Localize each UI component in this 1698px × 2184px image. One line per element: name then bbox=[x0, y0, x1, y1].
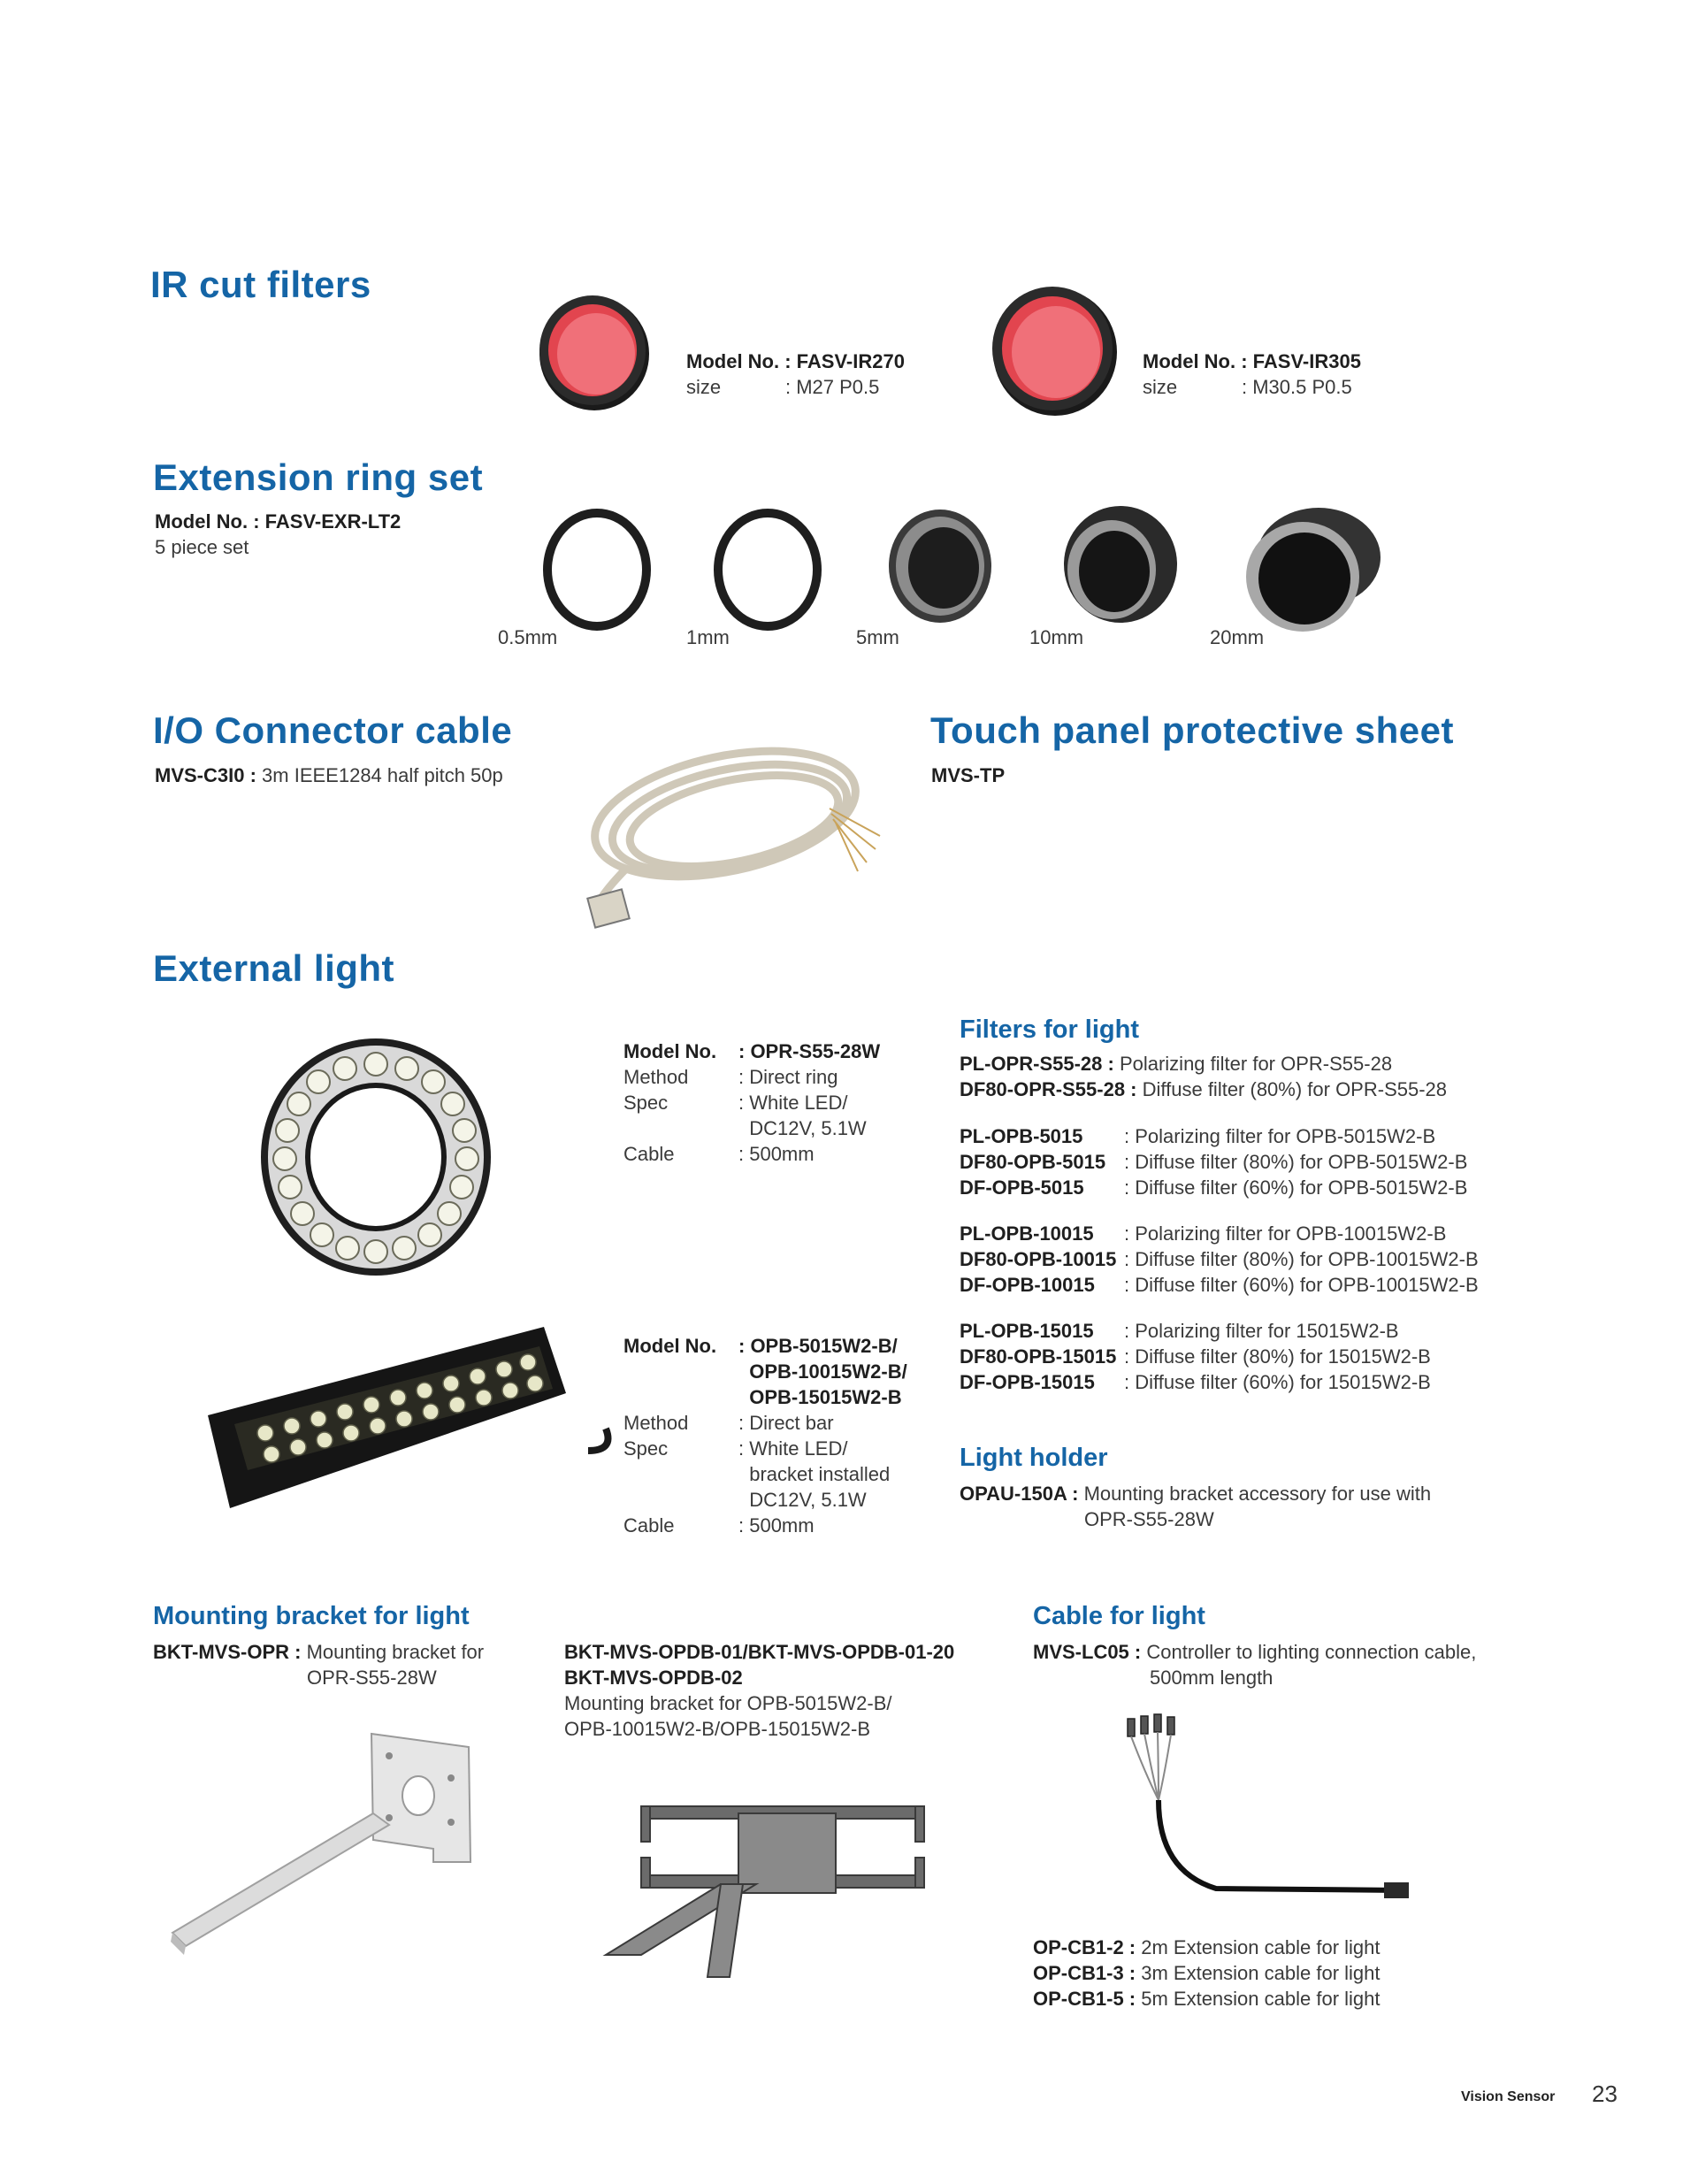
ext-cable-desc: 3m Extension cable for light bbox=[1136, 1962, 1381, 1984]
ext-cable-code: OP-CB1-5 : bbox=[1033, 1988, 1136, 2010]
filter-code: PL-OPB-5015 bbox=[960, 1125, 1083, 1147]
filter-code: DF80-OPB-15015 bbox=[960, 1345, 1117, 1368]
bar-light-image bbox=[199, 1309, 588, 1530]
mounting-bracket-code: BKT-MVS-OPR : bbox=[153, 1641, 302, 1663]
ring-spec-row bbox=[623, 1141, 880, 1167]
ring-spec-key bbox=[623, 1115, 738, 1141]
bar-spec-key bbox=[623, 1359, 738, 1384]
filters-for-light-title: Filters for light bbox=[960, 1015, 1139, 1044]
ring-light-spec bbox=[623, 1038, 880, 1167]
ext-cable-desc: 5m Extension cable for light bbox=[1136, 1988, 1381, 2010]
filter-code: PL-OPR-S55-28 : bbox=[960, 1053, 1114, 1075]
ir-filter-image-1 bbox=[531, 290, 654, 414]
filter-desc: : Diffuse filter (60%) for 15015W2-B bbox=[1124, 1371, 1431, 1393]
filter-row bbox=[960, 1369, 1431, 1395]
ir-filter-2-size-value: : M30.5 P0.5 bbox=[1242, 376, 1352, 398]
ring-spec-row bbox=[623, 1038, 880, 1064]
extension-ring-model: Model No. : FASV-EXR-LT2 bbox=[155, 510, 402, 533]
filter-code: DF-OPB-15015 bbox=[960, 1371, 1095, 1393]
opdb-bracket-desc-2: OPB-10015W2-B/OPB-15015W2-B bbox=[564, 1718, 871, 1740]
io-cable-spec bbox=[155, 762, 503, 788]
mounting-bracket-desc-1: Mounting bracket for bbox=[301, 1641, 485, 1663]
ring-spec-row bbox=[623, 1090, 880, 1115]
filter-desc: Diffuse filter (80%) for OPR-S55-28 bbox=[1136, 1078, 1448, 1100]
bar-spec-value: : OPB-5015W2-B/ bbox=[738, 1335, 898, 1357]
ring-spec-row bbox=[623, 1064, 880, 1090]
io-cable-image bbox=[575, 717, 893, 933]
bar-spec-key: Model No. bbox=[623, 1335, 717, 1357]
ring-spec-value: : Direct ring bbox=[738, 1066, 838, 1088]
ext-cable-code: OP-CB1-2 : bbox=[1033, 1936, 1136, 1958]
touch-panel-code: MVS-TP bbox=[931, 764, 1006, 786]
light-holder-desc-2: OPR-S55-28W bbox=[1084, 1508, 1214, 1530]
cable-for-light-line-1 bbox=[1033, 1639, 1476, 1665]
ir-filter-1-model-label: Model No. : bbox=[686, 350, 797, 372]
ext-cable-row bbox=[1033, 1986, 1381, 2012]
page-number: 23 bbox=[1592, 2081, 1618, 2107]
opdb-bracket-desc-1: Mounting bracket for OPB-5015W2-B/ bbox=[564, 1692, 892, 1714]
filter-row bbox=[960, 1051, 1447, 1077]
filter-code: DF-OPB-10015 bbox=[960, 1274, 1095, 1296]
ring-size-2: 5mm bbox=[856, 626, 899, 648]
filter-desc: Polarizing filter for OPR-S55-28 bbox=[1113, 1053, 1393, 1075]
light-holder-desc-1: Mounting bracket accessory for use with bbox=[1078, 1483, 1432, 1505]
ring-spec-key: Spec bbox=[623, 1092, 669, 1114]
filter-desc: : Polarizing filter for OPB-10015W2-B bbox=[1124, 1222, 1447, 1245]
ring-spec-key: Model No. bbox=[623, 1040, 717, 1062]
bar-spec-value: bracket installed bbox=[738, 1463, 891, 1485]
bar-spec-row bbox=[623, 1410, 907, 1436]
opdb-bracket-model-2: BKT-MVS-OPDB-02 bbox=[564, 1667, 743, 1689]
filter-row bbox=[960, 1077, 1447, 1102]
light-holder-title: Light holder bbox=[960, 1444, 1108, 1472]
light-holder-code: OPAU-150A : bbox=[960, 1483, 1079, 1505]
filter-desc: : Diffuse filter (80%) for OPB-5015W2-B bbox=[1124, 1151, 1468, 1173]
cable-for-light-desc-1: Controller to lighting connection cable, bbox=[1141, 1641, 1477, 1663]
ir-filter-2-size-label: size bbox=[1143, 376, 1178, 398]
filters-group-3 bbox=[960, 1221, 1479, 1298]
bar-spec-key: Cable bbox=[623, 1514, 675, 1536]
ext-cable-row bbox=[1033, 1960, 1381, 1986]
filter-row bbox=[960, 1246, 1479, 1272]
filter-desc: : Diffuse filter (80%) for 15015W2-B bbox=[1124, 1345, 1431, 1368]
ring-size-1: 1mm bbox=[686, 626, 730, 648]
cable-for-light-title: Cable for light bbox=[1033, 1602, 1205, 1630]
external-light-title: External light bbox=[153, 947, 395, 989]
mounting-bracket-title: Mounting bracket for light bbox=[153, 1602, 470, 1630]
bar-spec-key bbox=[623, 1461, 738, 1487]
bar-light-spec bbox=[623, 1333, 907, 1538]
ir-filter-1-size bbox=[686, 374, 879, 400]
filter-code: PL-OPB-10015 bbox=[960, 1222, 1094, 1245]
ir-filter-image-2 bbox=[984, 281, 1121, 418]
ring-spec-value: DC12V, 5.1W bbox=[738, 1117, 867, 1139]
bar-spec-key bbox=[623, 1384, 738, 1410]
ext-cable-desc: 2m Extension cable for light bbox=[1136, 1936, 1381, 1958]
ring-size-4: 20mm bbox=[1210, 626, 1265, 648]
extension-ring-subtitle: 5 piece set bbox=[155, 536, 249, 558]
ring-spec-value: : 500mm bbox=[738, 1143, 815, 1165]
filter-desc: : Diffuse filter (60%) for OPB-10015W2-B bbox=[1124, 1274, 1479, 1296]
bar-spec-row bbox=[623, 1513, 907, 1538]
cable-for-light-code: MVS-LC05 : bbox=[1033, 1641, 1142, 1663]
filter-row bbox=[960, 1149, 1467, 1175]
bar-spec-value: : White LED/ bbox=[738, 1437, 848, 1460]
filters-group-2 bbox=[960, 1123, 1467, 1200]
ir-cut-filters-title: IR cut filters bbox=[150, 264, 371, 305]
ir-filter-1-size-label: size bbox=[686, 376, 722, 398]
bar-spec-value: : 500mm bbox=[738, 1514, 815, 1536]
filter-code: DF80-OPB-10015 bbox=[960, 1248, 1117, 1270]
ir-filter-2-model-label: Model No. : bbox=[1143, 350, 1253, 372]
filter-row bbox=[960, 1344, 1431, 1369]
ring-size-3: 10mm bbox=[1029, 626, 1084, 648]
bar-bracket-image bbox=[588, 1796, 960, 1999]
cable-for-light-desc-2: 500mm length bbox=[1150, 1667, 1274, 1689]
bar-spec-key bbox=[623, 1487, 738, 1513]
opdb-bracket-model-1: BKT-MVS-OPDB-01/BKT-MVS-OPDB-01-20 bbox=[564, 1641, 955, 1663]
ring-spec-row bbox=[623, 1115, 880, 1141]
extension-ring-title: Extension ring set bbox=[153, 456, 484, 498]
bar-spec-key: Method bbox=[623, 1412, 689, 1434]
filter-code: DF-OPB-5015 bbox=[960, 1176, 1084, 1199]
ring-bracket-image bbox=[168, 1729, 478, 1959]
ext-cable-row bbox=[1033, 1935, 1381, 1960]
bar-spec-value: OPB-15015W2-B bbox=[738, 1386, 902, 1408]
filter-desc: : Diffuse filter (60%) for OPB-5015W2-B bbox=[1124, 1176, 1468, 1199]
ring-spec-key: Cable bbox=[623, 1143, 675, 1165]
bar-spec-row bbox=[623, 1487, 907, 1513]
bar-spec-value: OPB-10015W2-B/ bbox=[738, 1360, 907, 1383]
extension-rings-image bbox=[535, 506, 1419, 639]
ir-filter-1-model bbox=[686, 349, 905, 374]
ir-filter-1-size-value: : M27 P0.5 bbox=[785, 376, 880, 398]
light-cable-image bbox=[1119, 1712, 1419, 1915]
bar-spec-value: : Direct bar bbox=[738, 1412, 834, 1434]
ir-filter-2-model bbox=[1143, 349, 1361, 374]
ring-light-image bbox=[256, 1033, 495, 1281]
bar-spec-row bbox=[623, 1461, 907, 1487]
touch-panel-title: Touch panel protective sheet bbox=[930, 709, 1455, 751]
filters-group-4 bbox=[960, 1318, 1431, 1395]
filter-desc: : Polarizing filter for OPB-5015W2-B bbox=[1124, 1125, 1436, 1147]
mounting-bracket-desc-2: OPR-S55-28W bbox=[307, 1667, 437, 1689]
io-cable-code: MVS-C3I0 : bbox=[155, 764, 256, 786]
bar-spec-row bbox=[623, 1333, 907, 1359]
filter-code: DF80-OPR-S55-28 : bbox=[960, 1078, 1137, 1100]
filter-code: PL-OPB-15015 bbox=[960, 1320, 1094, 1342]
ext-cable-code: OP-CB1-3 : bbox=[1033, 1962, 1136, 1984]
bar-spec-row bbox=[623, 1359, 907, 1384]
bar-spec-row bbox=[623, 1436, 907, 1461]
filters-group-1 bbox=[960, 1051, 1447, 1102]
ir-filter-2-size bbox=[1143, 374, 1352, 400]
filter-row bbox=[960, 1272, 1479, 1298]
io-cable-title: I/O Connector cable bbox=[153, 709, 513, 751]
ir-filter-2-model-value: FASV-IR305 bbox=[1252, 350, 1361, 372]
filter-row bbox=[960, 1221, 1479, 1246]
filter-row bbox=[960, 1318, 1431, 1344]
ir-filter-1-model-value: FASV-IR270 bbox=[796, 350, 905, 372]
filter-row bbox=[960, 1175, 1467, 1200]
filter-desc: : Polarizing filter for 15015W2-B bbox=[1124, 1320, 1399, 1342]
io-cable-desc: 3m IEEE1284 half pitch 50p bbox=[256, 764, 503, 786]
filter-row bbox=[960, 1123, 1467, 1149]
bar-spec-value: DC12V, 5.1W bbox=[738, 1489, 867, 1511]
filter-desc: : Diffuse filter (80%) for OPB-10015W2-B bbox=[1124, 1248, 1479, 1270]
ring-spec-value: : OPR-S55-28W bbox=[738, 1040, 881, 1062]
bar-spec-key: Spec bbox=[623, 1437, 669, 1460]
ring-spec-value: : White LED/ bbox=[738, 1092, 848, 1114]
ring-size-0: 0.5mm bbox=[498, 626, 558, 648]
mounting-bracket-line-1 bbox=[153, 1639, 484, 1665]
footer-label: Vision Sensor bbox=[1461, 2089, 1556, 2104]
bar-spec-row bbox=[623, 1384, 907, 1410]
ring-spec-key: Method bbox=[623, 1066, 689, 1088]
light-holder-line-1 bbox=[960, 1481, 1431, 1506]
filter-code: DF80-OPB-5015 bbox=[960, 1151, 1106, 1173]
